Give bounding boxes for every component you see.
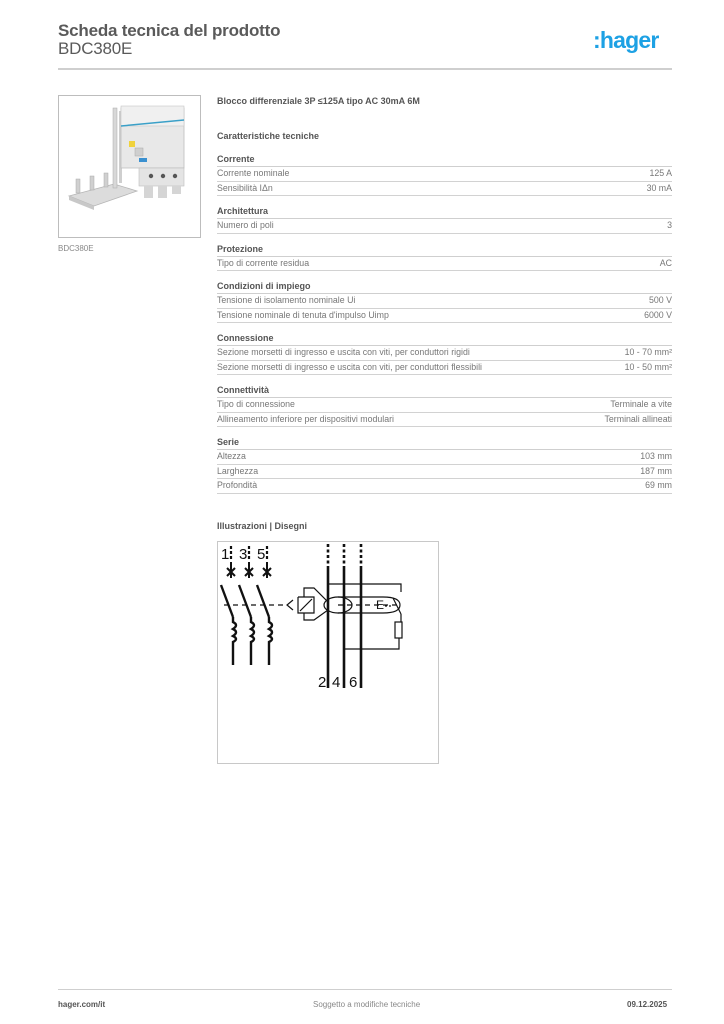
product-image-caption: BDC380E <box>58 244 94 253</box>
terminal-label: 2 <box>318 674 327 691</box>
spec-row <box>217 465 672 480</box>
spec-value: 500 V <box>649 295 672 305</box>
footer-note: Soggetto a modifiche tecniche <box>313 1000 421 1009</box>
spec-label: Larghezza <box>217 465 259 476</box>
tech-section-title: Caratteristiche tecniche <box>217 131 320 141</box>
spec-label: Tensione nominale di tenuta d'impulso Uimp <box>217 309 389 320</box>
terminal-label: 1 <box>221 546 230 563</box>
spec-row <box>217 167 672 182</box>
group-title: Protezione <box>217 244 672 257</box>
illustrations-title: Illustrazioni | Disegni <box>217 521 308 531</box>
spec-value: Terminale a vite <box>610 399 672 409</box>
spec-row <box>217 361 672 376</box>
spec-row <box>217 294 672 309</box>
terminal-label: 5 <box>257 546 266 563</box>
group-title: Corrente <box>217 154 672 167</box>
header-divider <box>58 68 672 70</box>
spec-label: Sezione morsetti di ingresso e uscita con viti, per conduttori flessibili <box>217 361 483 372</box>
product-image <box>58 95 201 238</box>
product-description: Blocco differenziale 3P ≤125A tipo AC 30mA 6M <box>217 96 420 106</box>
spec-row <box>217 413 672 428</box>
terminal-label: 6 <box>349 674 358 691</box>
spec-row <box>217 398 672 413</box>
spec-group-architettura <box>217 206 672 234</box>
terminal-label: 4 <box>332 674 341 691</box>
product-code: BDC380E <box>58 39 133 58</box>
spec-row <box>217 257 672 272</box>
footer-divider <box>58 989 672 990</box>
spec-label: Tipo di corrente residua <box>217 257 310 268</box>
spec-value: 10 - 70 mm² <box>624 347 672 357</box>
spec-value: 187 mm <box>640 465 672 476</box>
spec-group-connessione <box>217 333 672 375</box>
page-title: Scheda tecnica del prodotto <box>58 21 281 40</box>
group-title: Architettura <box>217 206 672 219</box>
spec-label: Tipo di connessione <box>217 399 295 409</box>
circuit-diagram-icon <box>218 542 438 763</box>
spec-group-serie <box>217 437 672 494</box>
spec-content <box>217 96 672 504</box>
spec-group-condizioni <box>217 281 672 323</box>
spec-row <box>217 219 672 234</box>
spec-label: Tensione di isolamento nominale Ui <box>217 295 356 305</box>
spec-value: 30 mA <box>646 182 672 193</box>
wiring-diagram <box>217 541 439 764</box>
spec-value: 6000 V <box>644 309 672 320</box>
spec-label: Sensibilità IΔn <box>217 182 273 193</box>
spec-label: Corrente nominale <box>217 168 290 178</box>
spec-row <box>217 182 672 197</box>
spec-row <box>217 309 672 324</box>
spec-row <box>217 479 672 494</box>
footer-website-link[interactable]: hager.com/it <box>58 1000 106 1009</box>
group-title: Serie <box>217 437 672 450</box>
spec-row <box>217 346 672 361</box>
spec-value: 3 <box>667 220 672 230</box>
spec-label: Numero di poli <box>217 220 274 230</box>
spec-group-protezione <box>217 244 672 272</box>
spec-label: Sezione morsetti di ingresso e uscita con viti, per conduttori rigidi <box>217 347 470 357</box>
spec-label: Profondità <box>217 480 258 490</box>
group-title: Connessione <box>217 333 672 346</box>
spec-value: 103 mm <box>640 451 672 461</box>
spec-value: Terminali allineati <box>604 413 672 424</box>
footer-date: 09.12.2025 <box>627 1000 668 1009</box>
rcd-block-image-icon <box>59 96 200 237</box>
spec-value: 10 - 50 mm² <box>624 361 672 372</box>
group-title: Condizioni di impiego <box>217 281 672 294</box>
spec-value: 69 mm <box>645 480 672 490</box>
spec-value: 125 A <box>649 168 672 178</box>
spec-group-connettivita <box>217 385 672 427</box>
spec-label: Allineamento inferiore per dispositivi modulari <box>217 413 394 424</box>
spec-value: AC <box>659 257 672 268</box>
test-label: E <box>376 598 385 612</box>
hager-logo: :hager <box>593 27 659 53</box>
spec-row <box>217 450 672 465</box>
group-title: Connettività <box>217 385 672 398</box>
spec-label: Altezza <box>217 451 246 461</box>
spec-group-corrente <box>217 154 672 196</box>
terminal-label: 3 <box>239 546 248 563</box>
